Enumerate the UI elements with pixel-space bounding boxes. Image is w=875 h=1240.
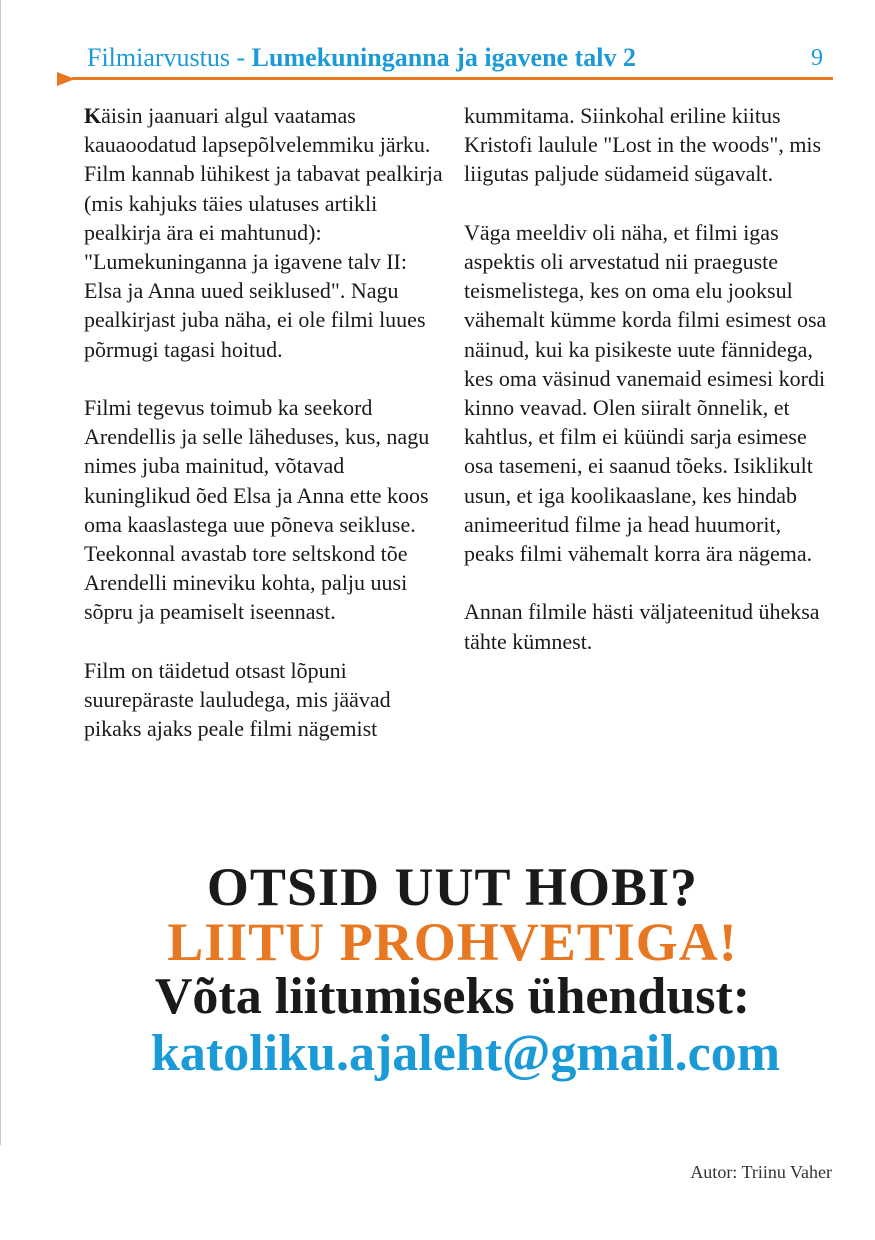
page-header [87,42,827,74]
promo-headline: OTSID UUT HOBI? [206,857,699,917]
section-label: Filmiarvustus - [87,43,252,72]
promo-contact-text: Võta liitumiseks ühendust: [154,968,751,1025]
header-rule [72,77,833,80]
paragraph: Annan filmile hästi väljateenitud üheksa tähte kümnest. [464,599,820,654]
dropcap-letter: K [84,103,102,128]
paragraph: Film on täidetud otsast lõpuni suurepäraste lauludega, mis jäävad pikaks ajaks peale filmi nägemist [84,657,391,742]
promo-email-link[interactable]: katoliku.ajaleht@gmail.com [150,1025,781,1082]
article-title: Lumekuninganna ja igavene talv 2 [251,43,636,72]
promo-block [0,858,875,1082]
header-title [87,42,636,74]
promo-call-to-action: LIITU PROHVETIGA! [167,912,738,972]
paragraph: Väga meeldiv oli näha, et filmi igas aspektis oli arvestatud nii praeguste teismelistega, kes on oma elu jooksul vähemalt kümme korda filmi esimest osa näinud, kui ka pisikeste uute fännidega, kes oma väsinud vanemaid esimesi kordi kinno veavad. Olen siiralt õnnelik, et kahtlus, et film ei küündi sarja esimese osa tasemeni, ei saanud tõeks. Isiklikult usun, et iga koolikaaslane, kes hindab animeeritud filme ja head huumorit, peaks filmi vähemalt korra ära nägema. [464,219,827,567]
paragraph: Filmi tegevus toimub ka seekord Arendellis ja selle läheduses, kus, nagu nimes juba mainitud, võtavad kuninglikud õed Elsa ja Anna ette koos oma kaaslastega uue põneva seikluse. Teekonnal avastab tore seltskond tõe Arendelli mineviku kohta, palju uusi sõpru ja peamiselt iseennast. [84,395,430,625]
page-number: 9 [811,45,823,71]
article-column-left [84,101,449,773]
paragraph: kummitama. Siinkohal eriline kiitus Kristofi laulule "Lost in the woods", mis liigutas paljude südameid sügavalt. [464,103,822,187]
author-credit: Autor: Triinu Vaher [690,1162,832,1182]
paragraph: Käisin jaanuari algul vaatamas kauaoodatud lapsepõlvelemmiku järku. Film kannab lühikest ja tabavat pealkirja (mis kahjuks täies ulatuses artikli pealkirja ära ei mahtunud): "Lumekuninganna ja igavene talv II: Elsa ja Anna uued seiklused". Nagu pealkirjast juba näha, ei ole filmi luues põrmugi tagasi hoitud. [84,103,443,362]
article-column-right [464,101,834,685]
